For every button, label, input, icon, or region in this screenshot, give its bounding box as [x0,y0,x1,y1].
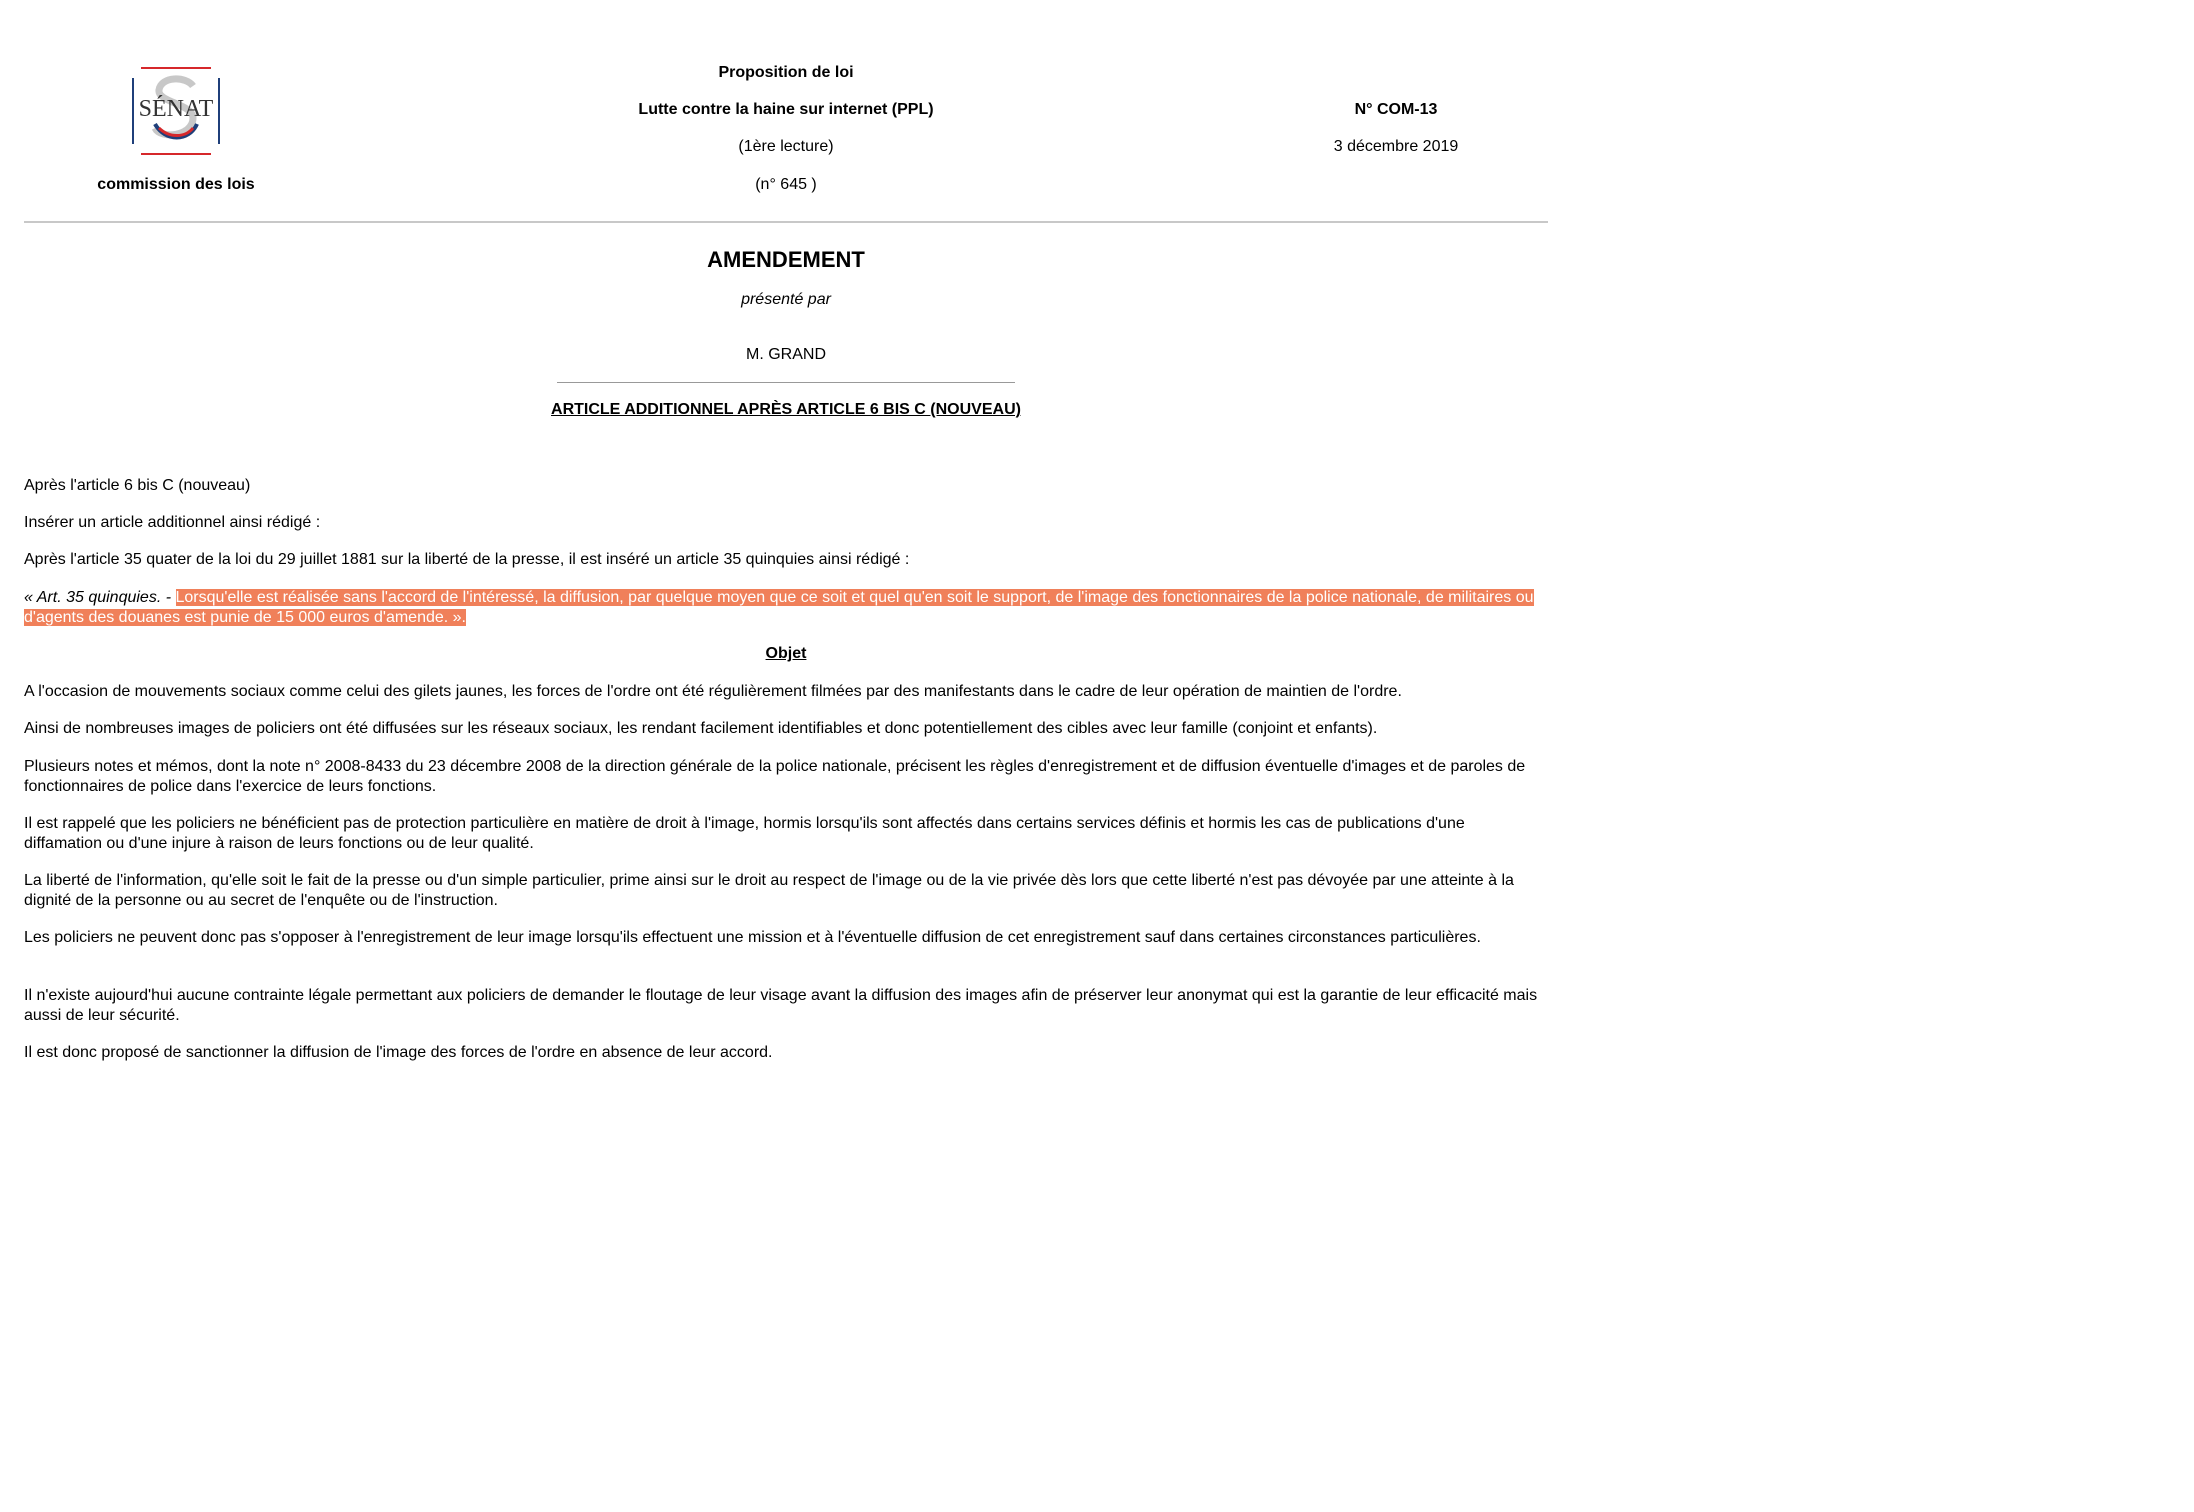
amendment-heading: AMENDEMENT [707,247,865,272]
presented-by: présenté par [741,291,831,308]
objet-paragraph: Plusieurs notes et mémos, dont la note n° 2008-8433 du 23 décembre 2008 de la direction générale de la police nationale, précisent les règles d'enregistrement et de diffusion éventuelle d'images et de paroles de fonctionnaires de police dans l'exercice de leurs fonctions. [24,758,1526,795]
bill-title: Lutte contre la haine sur internet (PPL) [638,101,934,118]
senat-logo [131,66,221,156]
author-name: M. GRAND [746,346,826,363]
bill-number: (n° 645 ) [755,176,817,193]
objet-paragraph: Il n'existe aujourd'hui aucune contrainte légale permettant aux policiers de demander le floutage de leur visage avant la diffusion des images afin de préserver leur anonymat qui est la garantie de leur efficacité mais aussi de leur sécurité. [24,987,1538,1024]
dispositif-quote [24,588,1540,628]
objet-paragraph: La liberté de l'information, qu'elle soit le fait de la presse ou d'un simple particulier, prime ainsi sur le droit au respect de l'image ou de la vie privée dès lors que cette liberté n'est pas dévoyée par une atteinte à la dignité de la personne ou au secret de l'enquête ou de l'instruction. [24,872,1514,909]
dispositif-line-1: Après l'article 6 bis C (nouveau) [24,477,251,494]
reading-stage: (1ère lecture) [738,138,834,155]
amendment-number: N° COM-13 [1354,101,1438,118]
committee-name: commission des lois [97,176,255,193]
author-divider [557,382,1015,383]
quote-prefix: « Art. 35 quinquies. - [24,589,176,606]
objet-paragraph: A l'occasion de mouvements sociaux comme celui des gilets jaunes, les forces de l'ordre ont été régulièrement filmées par des manifestants dans le cadre de leur opération de maintien de l'ordre. [24,683,1402,700]
objet-paragraph: Il est rappelé que les policiers ne bénéficient pas de protection particulière en matière de droit à l'image, hormis lorsqu'ils sont affectés dans certains services définis et hormis les cas de publications d'une diffamation ou d'une injure à raison de leurs fonctions ou de leur qualité. [24,815,1465,852]
objet-paragraph: Ainsi de nombreuses images de policiers ont été diffusées sur les réseaux sociaux, les rendant facilement identifiables et donc potentiellement des cibles avec leur famille (conjoint et enfants). [24,720,1378,737]
bill-type: Proposition de loi [718,64,854,81]
objet-paragraph: Il est donc proposé de sanctionner la diffusion de l'image des forces de l'ordre en absence de leur accord. [24,1044,773,1061]
dispositif-line-2: Insérer un article additionnel ainsi rédigé : [24,514,321,531]
logo-text: SÉNAT [138,96,214,122]
senat-logo-graphic [131,66,221,156]
article-heading: ARTICLE ADDITIONNEL APRÈS ARTICLE 6 BIS C (NOUVEAU) [551,401,1021,418]
dispositif-line-3: Après l'article 35 quater de la loi du 29 juillet 1881 sur la liberté de la presse, il est inséré un article 35 quinquies ainsi rédigé : [24,551,910,568]
objet-heading: Objet [765,645,807,662]
objet-paragraph: Les policiers ne peuvent donc pas s'opposer à l'enregistrement de leur image lorsqu'ils effectuent une mission et à l'éventuelle diffusion de cet enregistrement sauf dans certaines circonstances particulières. [24,929,1481,946]
amendment-date: 3 décembre 2019 [1333,138,1459,155]
header-divider [24,221,1548,223]
highlighted-text[interactable]: Lorsqu'elle est réalisée sans l'accord de l'intéressé, la diffusion, par quelque moyen que ce soit et quel qu'en soit le support, de l'image des fonctionnaires de la police nationale, de militaires ou d'agents des douanes est punie de 15 000 euros d'amende. ». [24,589,1534,626]
